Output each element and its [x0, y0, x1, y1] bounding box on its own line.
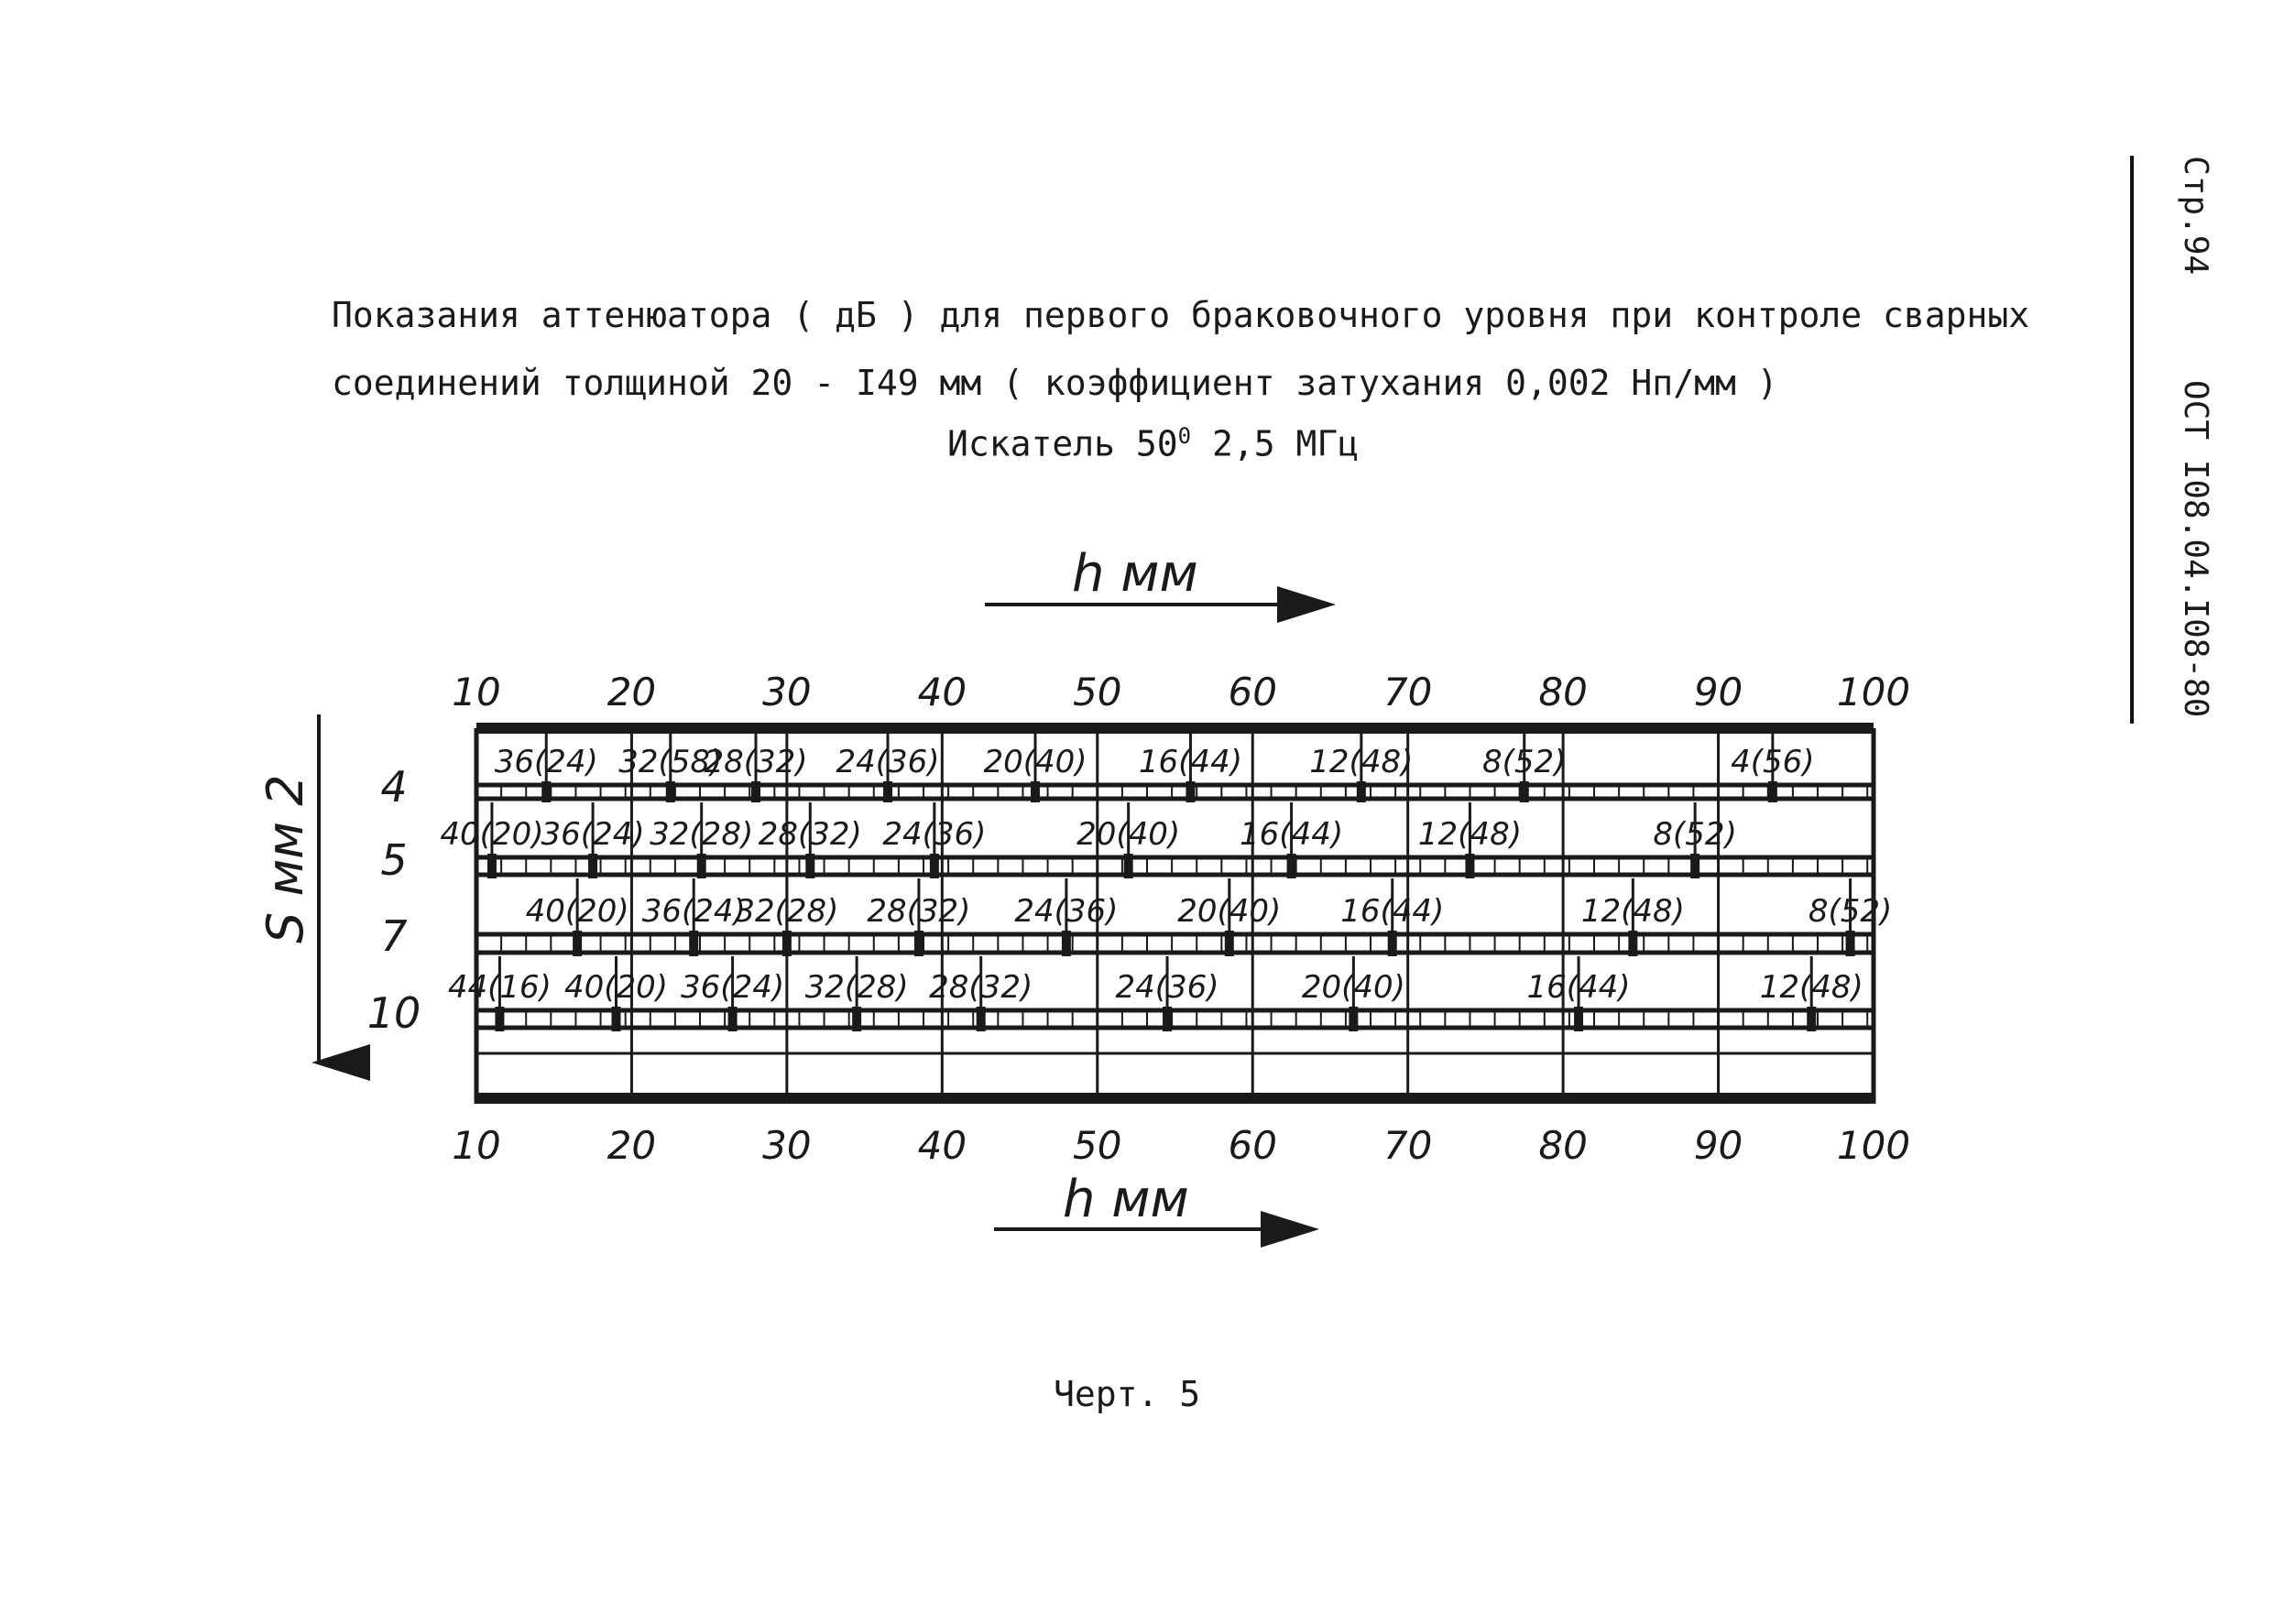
row-s-label: 7: [380, 911, 408, 961]
tick-label-bottom: 10: [452, 1123, 501, 1168]
tick-label-top: 40: [917, 670, 967, 714]
mark-tick: [495, 1007, 504, 1031]
mark-tick: [1287, 854, 1296, 878]
mark-label: 40(20): [563, 969, 669, 1006]
mark-tick: [1357, 781, 1366, 802]
mark-tick: [782, 931, 792, 956]
mark-tick: [728, 1007, 738, 1031]
tick-label-top: 90: [1693, 670, 1743, 714]
s-axis-label: S мм 2: [257, 774, 314, 943]
page-number: Стр.94: [2177, 156, 2214, 276]
tick-label-bottom: 90: [1693, 1123, 1743, 1168]
mark-tick: [1186, 781, 1195, 802]
caption-line-3-suffix: 2,5 МГц: [1191, 423, 1360, 464]
mark-label: 12(48): [1309, 744, 1414, 780]
mark-tick: [1846, 931, 1855, 956]
mark-label: 28(32): [867, 893, 971, 930]
mark-label: 40(20): [525, 893, 629, 930]
tick-label-top: 10: [452, 670, 501, 714]
mark-tick: [1349, 1007, 1358, 1031]
mark-label: 32(28): [650, 816, 754, 853]
mark-tick: [751, 781, 760, 802]
frame-top-bar: [476, 723, 1874, 734]
degree-sup: 0: [1177, 423, 1192, 449]
mark-label: 36(24): [641, 893, 746, 930]
tick-label-top: 100: [1836, 670, 1911, 714]
tick-label-bottom: 20: [606, 1123, 657, 1168]
mark-tick: [930, 854, 939, 878]
mark-tick: [1163, 1007, 1172, 1031]
mark-tick: [573, 931, 582, 956]
mark-label: 24(36): [1115, 969, 1219, 1006]
tick-label-top: 20: [606, 670, 657, 714]
mark-label: 20(40): [1301, 969, 1405, 1006]
bottom-h-axis-label: h мм: [1063, 1170, 1189, 1229]
tick-label-bottom: 60: [1228, 1123, 1277, 1168]
mark-label: 28(32): [929, 969, 1033, 1006]
mark-label: 4(56): [1731, 744, 1815, 780]
mark-label: 44(16): [447, 969, 552, 1006]
mark-label: 12(48): [1580, 893, 1685, 930]
mark-tick: [612, 1007, 621, 1031]
mark-tick: [697, 854, 706, 878]
mark-label: 24(36): [1014, 893, 1119, 930]
mark-tick: [1628, 931, 1637, 956]
mark-label: 24(36): [882, 816, 987, 853]
mark-label: 24(36): [836, 744, 940, 780]
mark-tick: [1807, 1007, 1816, 1031]
mark-label: 32(28): [735, 893, 839, 930]
mark-tick: [689, 931, 698, 956]
mark-label: 16(44): [1138, 744, 1242, 780]
tick-label-bottom: 40: [917, 1123, 967, 1168]
row-s-label: 4: [380, 762, 408, 812]
tick-label-top: 80: [1538, 670, 1588, 714]
mark-label: 28(32): [758, 816, 862, 853]
mark-tick: [1574, 1007, 1583, 1031]
mark-label: 16(44): [1240, 816, 1344, 853]
mark-label: 36(24): [541, 816, 645, 853]
mark-label: 20(40): [983, 744, 1087, 780]
tick-label-bottom: 100: [1836, 1123, 1911, 1168]
mark-label: 20(40): [1076, 816, 1181, 853]
tick-label-top: 30: [762, 670, 812, 714]
mark-label: 32(58): [618, 744, 723, 780]
mark-label: 8(52): [1482, 744, 1567, 780]
tick-label-top: 50: [1073, 670, 1122, 714]
mark-tick: [1031, 781, 1040, 802]
mark-tick: [1124, 854, 1133, 878]
row-s-label: 5: [380, 835, 408, 885]
mark-tick: [1520, 781, 1529, 802]
standard-code: ОСТ I08.04.I08-80: [2177, 380, 2214, 718]
frame-bottom-bar: [476, 1093, 1874, 1104]
caption-line-3-prefix: Искатель 50: [947, 423, 1178, 464]
mark-label: 8(52): [1653, 816, 1737, 853]
nomogram-marks: [367, 732, 1893, 1038]
mark-tick: [805, 854, 814, 878]
mark-tick: [1690, 854, 1699, 878]
tick-label-bottom: 30: [762, 1123, 812, 1168]
mark-label: 28(32): [704, 744, 808, 780]
mark-tick: [666, 781, 675, 802]
caption-line-2: соединений толщиной 20 - I49 мм ( коэффициент затухания 0,002 Нп/мм ): [332, 363, 1778, 403]
mark-label: 12(48): [1417, 816, 1522, 853]
row-s-label: 10: [366, 988, 421, 1038]
mark-tick: [914, 931, 923, 956]
tick-label-bottom: 80: [1538, 1123, 1588, 1168]
mark-label: 12(48): [1759, 969, 1863, 1006]
tick-label-bottom: 50: [1073, 1123, 1122, 1168]
tick-label-top: 70: [1382, 670, 1433, 714]
mark-label: 36(24): [494, 744, 598, 780]
mark-label: 16(44): [1526, 969, 1631, 1006]
mark-tick: [977, 1007, 986, 1031]
mark-tick: [588, 854, 597, 878]
mark-tick: [883, 781, 892, 802]
mark-label: 40(20): [440, 816, 544, 853]
mark-tick: [487, 854, 497, 878]
mark-label: 36(24): [681, 969, 785, 1006]
mark-tick: [1225, 931, 1234, 956]
mark-label: 20(40): [1177, 893, 1282, 930]
mark-tick: [1768, 781, 1777, 802]
mark-label: 32(28): [804, 969, 909, 1006]
mark-tick: [1465, 854, 1474, 878]
mark-tick: [1388, 931, 1397, 956]
mark-label: 8(52): [1808, 893, 1893, 930]
mark-tick: [541, 781, 551, 802]
tick-label-bottom: 70: [1382, 1123, 1433, 1168]
tick-label-top: 60: [1228, 670, 1277, 714]
caption-line-1: Показания аттенюатора ( дБ ) для первого браковочного уровня при контроле сварных: [332, 295, 2030, 335]
mark-label: 16(44): [1340, 893, 1445, 930]
top-h-axis-label: h мм: [1072, 544, 1198, 604]
figure-caption: Черт. 5: [1054, 1374, 1201, 1414]
mark-tick: [1062, 931, 1071, 956]
mark-tick: [852, 1007, 861, 1031]
